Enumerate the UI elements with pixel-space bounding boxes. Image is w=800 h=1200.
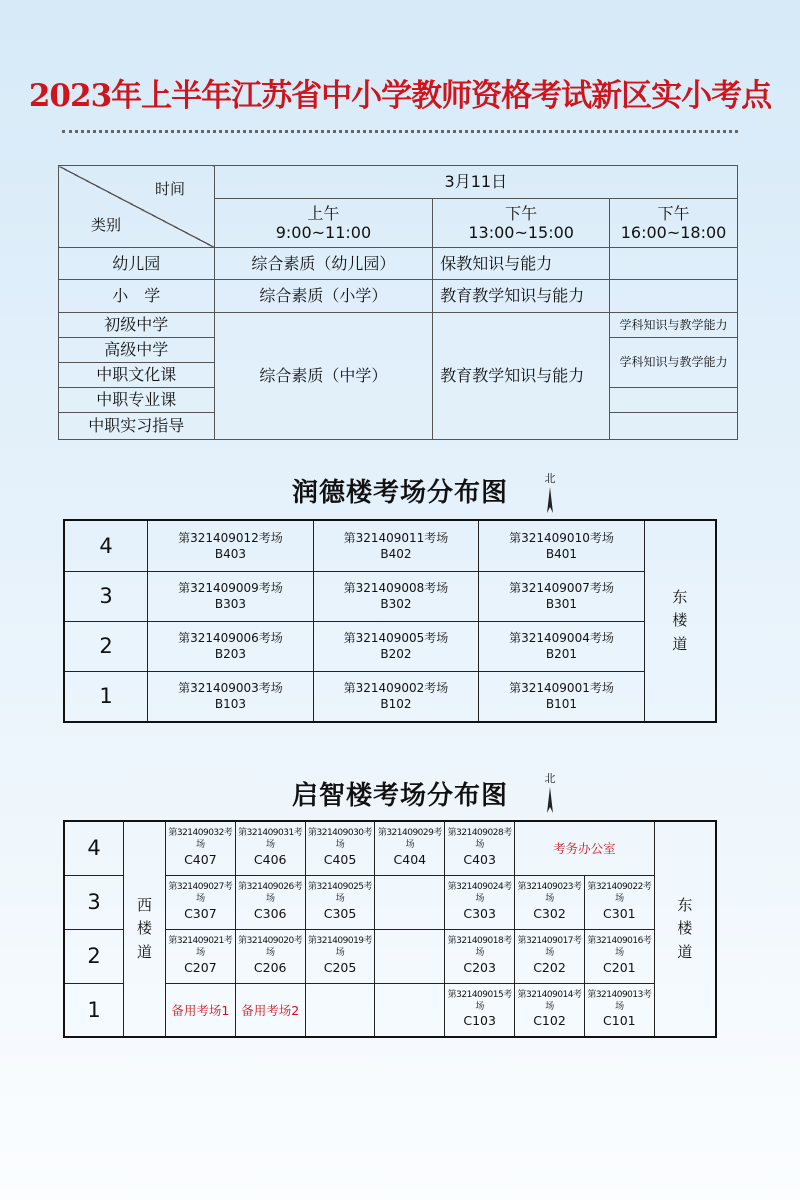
exam-room	[479, 671, 645, 722]
corridor-char: 楼	[677, 919, 693, 938]
room-code: 第321409026考场	[238, 882, 303, 904]
runde-building-title: 润德楼考场分布图	[291, 478, 508, 508]
qizhi-east-corridor	[654, 821, 716, 1037]
room-number: C205	[323, 959, 357, 975]
room-code: 第321409005考场	[343, 630, 449, 645]
room-code: 第321409015考场	[447, 989, 512, 1012]
category-primary: 小 学	[59, 280, 215, 313]
room-number: C302	[533, 905, 566, 921]
runde-floor-plan	[63, 519, 717, 723]
category-vocational-culture: 中职文化课	[59, 363, 215, 388]
room-number: B302	[380, 597, 412, 611]
runde-floor-3: 3	[64, 571, 148, 621]
room-number: C407	[184, 851, 217, 867]
room-number: C403	[463, 851, 496, 867]
middle-s1: 综合素质（中学）	[214, 313, 433, 440]
runde-east-corridor	[644, 520, 716, 722]
corridor-char: 道	[137, 942, 153, 961]
corridor-char: 楼	[137, 919, 153, 938]
exam-room	[445, 983, 515, 1037]
room-number: B201	[545, 647, 578, 661]
room-number: B202	[380, 647, 412, 661]
exam-room	[148, 520, 314, 571]
room-number: C405	[323, 851, 357, 867]
room-code: 第321409030考场	[308, 828, 373, 851]
senior-high-s3: 学科知识与教学能力	[610, 338, 738, 388]
qizhi-building-title: 启智楼考场分布图	[291, 781, 508, 811]
exam-room	[235, 875, 305, 929]
room-code: 第321409025考场	[308, 882, 373, 904]
room-code: 第321409011考场	[343, 530, 449, 545]
room-code: 第321409031考场	[238, 828, 303, 851]
session-1-time: 9:00~11:00	[275, 223, 372, 242]
room-code: 第321409008考场	[343, 580, 449, 595]
kindergarten-s1: 综合素质（幼儿园）	[214, 248, 433, 280]
runde-floor-1: 1	[64, 671, 148, 722]
session-2	[433, 199, 610, 248]
exam-room	[479, 621, 645, 671]
exam-schedule-table	[58, 165, 738, 440]
runde-floor-2: 2	[64, 621, 148, 671]
exam-room	[584, 875, 654, 929]
exam-room	[515, 929, 585, 983]
dotted-divider	[62, 130, 738, 133]
room-code: 第321409012考场	[178, 530, 283, 545]
room-code: 第321409024考场	[447, 882, 512, 904]
room-number: B401	[545, 546, 578, 561]
corridor-char: 楼	[672, 611, 688, 630]
room-code: 第321409027考场	[168, 882, 233, 904]
room-number: C201	[603, 959, 636, 975]
exam-room	[313, 571, 479, 621]
session-3-time: 16:00~18:00	[620, 223, 727, 242]
primary-s3	[610, 280, 738, 313]
exam-date: 3月11日	[214, 166, 737, 199]
junior-high-s3: 学科知识与教学能力	[610, 313, 738, 338]
compass-needle-icon	[546, 787, 554, 813]
room-number: C102	[533, 1013, 566, 1029]
room-number: C203	[463, 959, 496, 975]
category-senior-high: 高级中学	[59, 338, 215, 363]
north-indicator	[540, 470, 560, 513]
session-3	[610, 199, 738, 248]
kindergarten-s2: 保教知识与能力	[433, 248, 610, 280]
room-code: 第321409004考场	[509, 630, 614, 645]
corridor-char: 东	[677, 896, 693, 915]
exam-room	[515, 983, 585, 1037]
room-code: 第321409032考场	[168, 828, 233, 851]
room-number: C404	[393, 851, 427, 867]
exam-office: 考务办公室	[515, 821, 655, 875]
session-1	[214, 199, 433, 248]
runde-floor-4: 4	[64, 520, 148, 571]
header-time: 时间	[155, 180, 186, 198]
exam-room	[445, 929, 515, 983]
exam-room	[479, 520, 645, 571]
primary-s2: 教育教学知识与能力	[433, 280, 610, 313]
corridor-char: 西	[137, 896, 153, 915]
corridor-char: 道	[672, 634, 688, 653]
room-code: 第321409029考场	[377, 828, 442, 851]
room-number: B203	[214, 647, 246, 661]
category-kindergarten: 幼儿园	[59, 248, 215, 280]
room-code: 第321409006考场	[178, 630, 283, 645]
spare-room-1: 备用考场1	[165, 983, 235, 1037]
qizhi-floor-3: 3	[64, 875, 124, 929]
exam-room	[584, 983, 654, 1037]
vocational-major-s3	[610, 388, 738, 413]
category-vocational-major: 中职专业课	[59, 388, 215, 413]
room-code: 第321409017考场	[517, 936, 582, 958]
header-diagonal-cell	[59, 166, 215, 248]
room-code: 第321409009考场	[178, 580, 283, 595]
exam-room	[515, 875, 585, 929]
room-number: C101	[603, 1013, 636, 1029]
exam-room	[479, 571, 645, 621]
room-number: B402	[380, 546, 412, 561]
exam-room	[313, 621, 479, 671]
room-code: 第321409003考场	[178, 681, 283, 696]
exam-room	[165, 875, 235, 929]
room-code: 第321409023考场	[517, 882, 582, 904]
session-2-time: 13:00~15:00	[468, 223, 574, 242]
room-number: B101	[545, 697, 578, 712]
qizhi-floor-plan	[63, 820, 717, 1038]
room-code: 第321409021考场	[168, 936, 233, 958]
room-code: 第321409007考场	[509, 580, 614, 595]
empty-cell	[375, 929, 445, 983]
kindergarten-s3	[610, 248, 738, 280]
room-number: C301	[603, 905, 636, 921]
room-code: 第321409014考场	[517, 989, 582, 1012]
room-code: 第321409016考场	[587, 936, 652, 958]
exam-room	[445, 875, 515, 929]
exam-room	[313, 671, 479, 722]
corridor-char: 道	[677, 942, 693, 961]
compass-needle-icon	[546, 487, 554, 513]
room-number: B102	[380, 697, 412, 712]
room-number: C206	[253, 959, 287, 975]
room-code: 第321409013考场	[587, 989, 652, 1012]
session-1-period: 上午	[307, 203, 340, 223]
exam-room	[148, 571, 314, 621]
empty-cell	[375, 983, 445, 1037]
room-number: B403	[214, 546, 246, 561]
category-vocational-practice: 中职实习指导	[59, 413, 215, 440]
exam-room	[305, 821, 375, 875]
empty-cell	[305, 983, 375, 1037]
spare-room-2: 备用考场2	[235, 983, 305, 1037]
category-junior-high: 初级中学	[59, 313, 215, 338]
exam-room	[445, 821, 515, 875]
room-number: B103	[214, 697, 246, 712]
exam-room	[165, 821, 235, 875]
corridor-char: 东	[672, 588, 688, 607]
exam-room	[235, 929, 305, 983]
session-3-period: 下午	[657, 203, 690, 223]
room-number: C207	[184, 959, 217, 975]
room-code: 第321409002考场	[343, 681, 449, 696]
room-number: C303	[463, 905, 496, 921]
room-number: C305	[323, 905, 357, 921]
room-code: 第321409028考场	[447, 828, 512, 851]
room-code: 第321409001考场	[509, 681, 614, 696]
empty-cell	[375, 875, 445, 929]
exam-room	[584, 929, 654, 983]
exam-room	[305, 929, 375, 983]
room-number: B301	[545, 597, 578, 611]
room-number: C306	[253, 905, 287, 921]
exam-room	[148, 671, 314, 722]
exam-room	[148, 621, 314, 671]
qizhi-floor-1: 1	[64, 983, 124, 1037]
room-code: 第321409019考场	[308, 936, 373, 958]
exam-room	[165, 929, 235, 983]
room-code: 第321409018考场	[447, 936, 512, 958]
north-label: 北	[544, 472, 556, 485]
exam-room	[305, 875, 375, 929]
qizhi-floor-2: 2	[64, 929, 124, 983]
exam-room	[235, 821, 305, 875]
qizhi-west-corridor	[124, 821, 166, 1037]
room-code: 第321409022考场	[587, 882, 652, 904]
session-2-period: 下午	[505, 203, 538, 223]
room-number: B303	[214, 597, 246, 611]
room-code: 第321409010考场	[509, 530, 614, 545]
room-number: C307	[184, 905, 217, 921]
exam-room	[313, 520, 479, 571]
primary-s1: 综合素质（小学）	[214, 280, 433, 313]
room-code: 第321409020考场	[238, 936, 303, 958]
exam-room	[375, 821, 445, 875]
page-title: 2023年上半年江苏省中小学教师资格考试新区实小考点	[28, 78, 772, 114]
room-number: C103	[463, 1013, 496, 1029]
vocational-practice-s3	[610, 413, 738, 440]
north-indicator	[540, 770, 560, 813]
header-category: 类别	[91, 216, 122, 234]
room-number: C406	[253, 851, 287, 867]
qizhi-floor-4: 4	[64, 821, 124, 875]
room-number: C202	[533, 959, 566, 975]
north-label: 北	[544, 772, 556, 785]
middle-s2: 教育教学知识与能力	[433, 313, 610, 440]
